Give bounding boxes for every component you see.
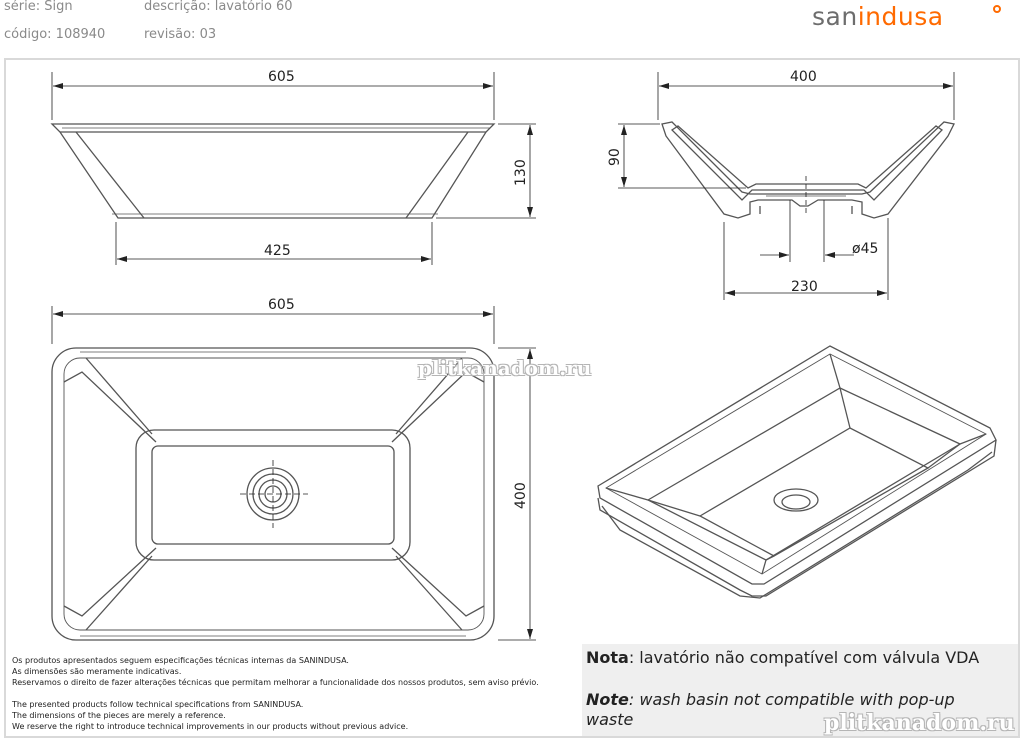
legal-en-line-2: The dimensions of the pieces are merely a reference.	[12, 711, 226, 720]
note-en	[586, 690, 955, 709]
watermark-center: plitkanadom.ru	[418, 356, 592, 380]
front-view	[52, 124, 494, 218]
note-pt-label: Nota	[586, 648, 629, 667]
side-dimensions	[618, 72, 954, 300]
dim-drain-diameter: ø45	[852, 241, 879, 257]
side-section-view	[662, 122, 954, 218]
note-en-label: Note	[586, 690, 629, 709]
plan-centerlines	[240, 460, 308, 528]
note-en-line-2: waste	[586, 710, 634, 729]
serie-label: série: Sign	[4, 0, 73, 14]
dim-front-top-width: 605	[268, 69, 295, 85]
descricao-label: descrição: lavatório 60	[144, 0, 293, 14]
legal-pt-line-1: Os produtos apresentados seguem especificações técnicas internas da SANINDUSA.	[12, 656, 349, 665]
dim-side-depth: 90	[607, 148, 623, 166]
dim-plan-width: 605	[268, 297, 295, 313]
logo-text-san: san	[812, 2, 858, 31]
logo-text-indusa: indusa	[857, 2, 944, 31]
dim-side-base-width: 230	[791, 279, 818, 295]
dim-plan-depth: 400	[513, 482, 529, 509]
legal-pt-line-2: As dimensões são meramente indicativas.	[12, 667, 182, 676]
legal-pt-line-3: Reservamos o direito de fazer alterações técnicas que permitam melhorar a funcionalidade dos nossos produtos, sem aviso prévio.	[12, 678, 539, 687]
legal-en-line-3: We reserve the right to introduce technical improvements in our products without previous advice.	[12, 722, 409, 731]
isometric-view	[598, 346, 996, 598]
revisao-label: revisão: 03	[144, 27, 217, 42]
note-pt-text: : lavatório não compatível com válvula VDA	[628, 648, 980, 667]
note-en-text: : wash basin not compatible with pop-up	[628, 690, 955, 709]
dim-front-height: 130	[513, 159, 529, 186]
note-pt	[586, 648, 979, 667]
dim-side-width: 400	[790, 69, 817, 85]
dim-front-bottom-width: 425	[264, 243, 291, 259]
watermark-corner: plitkanadom.ru	[824, 710, 1015, 736]
codigo-label: código: 108940	[4, 27, 106, 42]
legal-en-line-1: The presented products follow technical specifications from SANINDUSA.	[12, 700, 304, 709]
